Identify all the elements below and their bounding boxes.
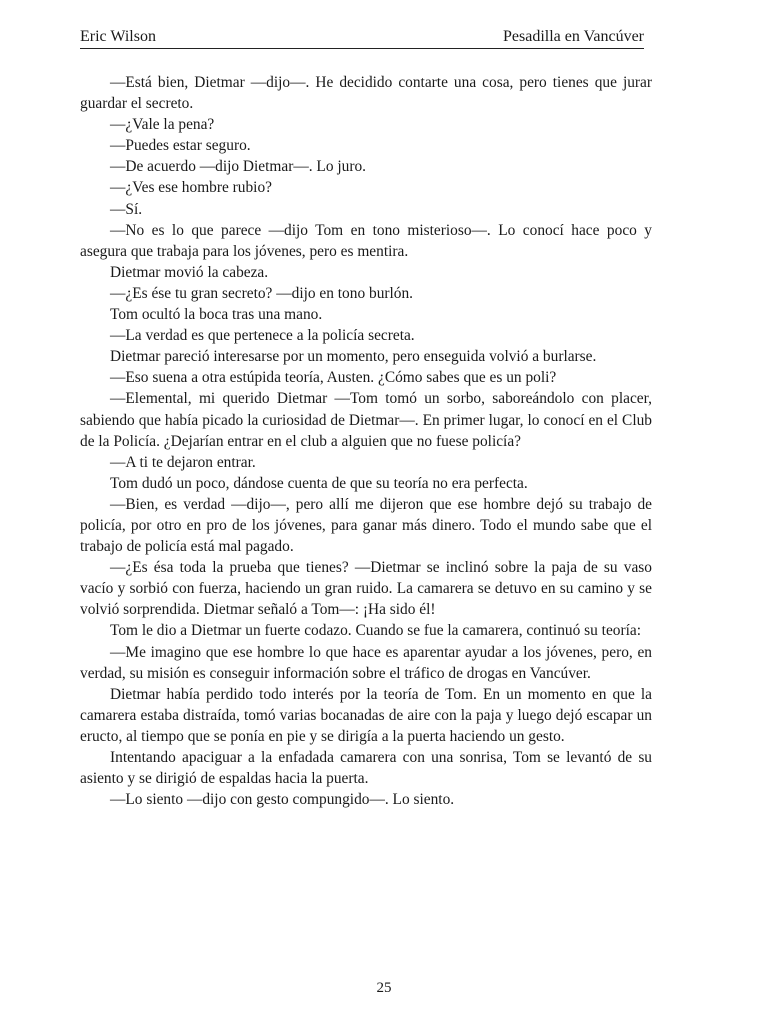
paragraph: —De acuerdo —dijo Dietmar—. Lo juro.: [110, 158, 367, 176]
paragraph: —Me imagino que ese hombre lo que hace es aparentar ayudar a los jóvenes, pero, en verdad, su misión es conseguir información sobre el tráfico de drogas en Vancúver.: [80, 643, 652, 682]
header-book-title: Pesadilla en Vancúver: [503, 28, 644, 45]
paragraph: Dietmar había perdido todo interés por la teoría de Tom. En un momento en que la camarera estaba distraída, tomó varias bocanadas de aire con la paja y luego dejó escapar un eructo, al tiempo que se ponía en pie y se dirigía a la puerta haciendo un gesto.: [80, 685, 652, 745]
paragraph: —Bien, es verdad —dijo—, pero allí me dijeron que ese hombre dejó su trabajo de policía, por otro en pro de los jóvenes, para ganar más dinero. Todo el mundo sabe que el trabajo de policía está mal pagado.: [80, 495, 652, 556]
paragraph: —Eso suena a otra estúpida teoría, Austen. ¿Cómo sabes que es un poli?: [110, 369, 557, 387]
paragraph: —La verdad es que pertenece a la policía secreta.: [110, 327, 415, 345]
paragraph: —No es lo que parece —dijo Tom en tono misterioso—. Lo conocí hace poco y asegura que trabaja para los jóvenes, pero es mentira.: [80, 221, 652, 260]
page-body: [80, 72, 652, 810]
paragraph: —¿Es ése tu gran secreto? —dijo en tono burlón.: [110, 284, 414, 302]
paragraph: Intentando apaciguar a la enfadada camarera con una sonrisa, Tom se levantó de su asiento y se dirigió de espaldas hacia la puerta.: [80, 749, 652, 788]
paragraph: —A ti te dejaron entrar.: [110, 453, 256, 471]
paragraph: —¿Ves ese hombre rubio?: [110, 179, 272, 197]
paragraph: —Sí.: [110, 200, 143, 218]
paragraph: —Elemental, mi querido Dietmar —Tom tomó un sorbo, saboreándolo con placer, sabiendo que había picado la curiosidad de Dietmar—. En primer lugar, lo conocí en el Club de la Policía. ¿Dejarían entrar en el club a alguien que no fuese policía?: [80, 390, 652, 450]
paragraph: —Puedes estar seguro.: [110, 137, 251, 155]
paragraph: —¿Es ésa toda la prueba que tienes? —Dietmar se inclinó sobre la paja de su vaso vacío y sorbió con fuerza, haciendo un gran ruido. La camarera se detuvo en su camino y se volvió sorprendida. Dietmar señaló a Tom—: ¡Ha sido él!: [80, 559, 652, 619]
paragraph: Tom ocultó la boca tras una mano.: [110, 306, 323, 324]
paragraph: Dietmar pareció interesarse por un momento, pero enseguida volvió a burlarse.: [110, 348, 597, 366]
paragraph: Tom le dio a Dietmar un fuerte codazo. Cuando se fue la camarera, continuó su teoría:: [110, 622, 641, 640]
paragraph: —¿Vale la pena?: [110, 116, 215, 134]
running-header: [80, 26, 644, 49]
page-number: 25: [376, 980, 392, 996]
paragraph: Tom dudó un poco, dándose cuenta de que su teoría no era perfecta.: [110, 474, 528, 492]
paragraph: —Está bien, Dietmar —dijo—. He decidido contarte una cosa, pero tienes que jurar guardar el secreto.: [80, 74, 652, 113]
paragraph: —Lo siento —dijo con gesto compungido—. Lo siento.: [110, 791, 455, 809]
paragraph: Dietmar movió la cabeza.: [110, 263, 269, 281]
header-author: Eric Wilson: [80, 28, 156, 45]
